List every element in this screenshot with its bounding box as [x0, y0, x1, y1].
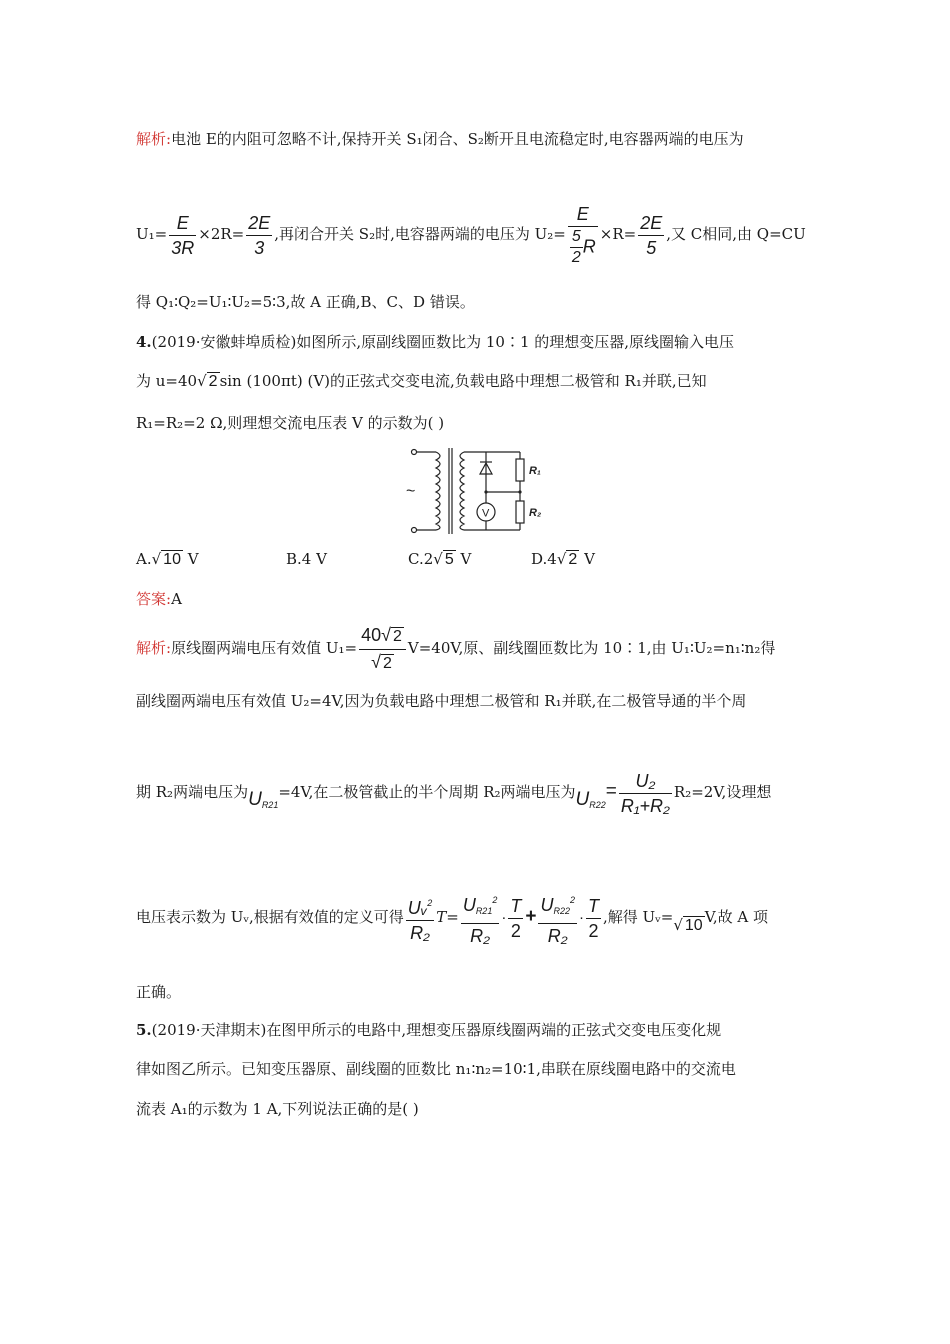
- frac-den: 2: [588, 920, 599, 941]
- option-label: A.: [136, 550, 152, 568]
- frac-den: 2: [510, 920, 521, 941]
- frac-num: T: [508, 894, 523, 919]
- explanation-text: V,故 A 项: [704, 908, 769, 926]
- option-label: C.2: [408, 550, 434, 568]
- question-text: sin (100πt) (V)的正弦式交变电流,负载电路中理想二极管和 R₁并联,已知: [219, 372, 707, 390]
- explanation-text: V=40V,原、副线圈匝数比为 10∶1,由 U₁∶U₂=n₁∶n₂得: [407, 639, 776, 657]
- frac-num: [406, 891, 434, 921]
- r1-label: R₁: [529, 465, 541, 477]
- frac-num: 2E: [246, 211, 272, 236]
- u-symbol: U: [575, 789, 590, 810]
- frac-num: [461, 888, 500, 924]
- explanation-q4-line-4: [136, 888, 830, 946]
- radicand: 2: [568, 551, 578, 568]
- question-text: (2019·安徽蚌埠质检)如图所示,原副线圈匝数比为 10∶1 的理想变压器,原线圈输入电压: [151, 333, 735, 351]
- u-subscript: R21: [475, 906, 493, 916]
- transformer-circuit-diagram: [400, 440, 560, 540]
- frac-num: 5: [570, 227, 583, 248]
- uv: Uᵥ: [407, 898, 428, 918]
- fraction-u2-over-r1r2: [619, 769, 672, 818]
- question-4-line-1: [136, 331, 830, 353]
- sqrt-10: √ 10: [673, 916, 703, 934]
- sqrt: √ 2: [556, 550, 578, 568]
- explanation-q4-line-5: 正确。: [136, 983, 182, 1001]
- fraction-ur21-over-r2: [461, 888, 500, 948]
- sqrt: √ 2: [381, 624, 402, 645]
- option-d[interactable]: [531, 548, 595, 571]
- explanation-tag: 解析:: [136, 639, 172, 657]
- unit: V: [584, 550, 595, 568]
- question-number: 5.: [136, 1021, 152, 1039]
- explanation-text: 电压表示数为 Uᵥ,根据有效值的定义可得: [136, 908, 404, 926]
- sqrt-2: √ 2: [197, 372, 218, 390]
- question-4-line-2: [136, 370, 830, 393]
- dot: ·: [578, 909, 584, 926]
- option-c[interactable]: [408, 548, 471, 571]
- explanation-text: ,解得 Uᵥ=: [602, 908, 674, 926]
- equals-sign: =: [605, 781, 617, 802]
- answer-line: [136, 588, 830, 610]
- question-4-line-3: R₁=R₂=2 Ω,则理想交流电压表 V 的示数为( ): [136, 414, 445, 432]
- frac-den: 2: [571, 249, 581, 266]
- frac-den: R₁+R₂: [620, 795, 670, 816]
- sqrt: √ 2: [371, 651, 392, 672]
- explanation-text: R₂=2V,设理想: [673, 783, 772, 801]
- mid-text: ,再闭合开关 S₂时,电容器两端的电压为 U₂=: [274, 225, 566, 243]
- fraction-40root2-over-root2: [359, 623, 406, 676]
- explanation-q4-line-1: [136, 620, 830, 678]
- explanation-text: 电池 E的内阻可忽略不计,保持开关 S₁闭合、S₂断开且电流稳定时,电容器两端的电压为: [171, 130, 744, 148]
- plus-sign: +: [525, 906, 537, 927]
- unit: V: [187, 550, 199, 568]
- explanation-line-3: 得 Q₁∶Q₂=U₁∶U₂=5∶3,故 A 正确,B、C、D 错误。: [136, 293, 475, 311]
- radicand: 10: [684, 917, 703, 934]
- answer-value: A: [171, 590, 182, 608]
- tail-text: ,又 C相同,由 Q=CU: [666, 225, 806, 243]
- num-part: 40: [361, 624, 382, 645]
- u-r22: [576, 789, 606, 810]
- fraction-2e-over-5: [638, 211, 664, 260]
- u-symbol: U: [540, 895, 554, 915]
- u-subscript: R21: [261, 800, 279, 810]
- r2-label: R₂: [529, 507, 542, 519]
- frac-den: R₂: [547, 926, 568, 946]
- radicand: 2: [208, 373, 218, 390]
- question-text: 为 u=40: [136, 372, 198, 390]
- frac-den: 5: [646, 237, 657, 258]
- explanation-text: =4V,在二极管截止的半个周期 R₂两端电压为: [278, 783, 576, 801]
- frac-num: [538, 888, 577, 924]
- frac-den: [568, 227, 598, 268]
- frac-num: 2E: [638, 211, 664, 236]
- u-subscript: R22: [589, 800, 606, 810]
- fraction-e-over-5-2r: [568, 202, 598, 268]
- fraction-uv2-over-r2: [406, 891, 434, 945]
- explanation-q4-line-3: [136, 764, 830, 822]
- frac-num: E: [169, 211, 196, 236]
- answer-tag: 答案:: [136, 590, 172, 608]
- radicand: 10: [163, 551, 181, 568]
- option-label: D.4: [531, 550, 557, 568]
- t-equals: T=: [436, 908, 459, 926]
- explanation-line-1: [136, 128, 830, 150]
- u-r21: [248, 789, 278, 810]
- explanation-text: 原线圈两端电压有效值 U₁=: [171, 639, 358, 657]
- ac-source-symbol: ~: [406, 483, 416, 500]
- frac-den: 3: [254, 237, 265, 258]
- frac-den: R₂: [470, 926, 491, 946]
- explanation-q4-line-2: 副线圈两端电压有效值 U₂=4V,因为负载电路中理想二极管和 R₁并联,在二极管导通的半个周: [136, 692, 747, 710]
- frac-num: U₂: [619, 769, 672, 794]
- square: 2: [569, 895, 575, 905]
- explanation-line-2: [136, 202, 830, 266]
- frac-num: [359, 623, 406, 650]
- fraction-2e-over-3: [246, 211, 272, 260]
- unit: V: [460, 550, 472, 568]
- u1-label: U₁=: [136, 225, 168, 243]
- frac-den: [359, 650, 406, 676]
- voltmeter-label: V: [482, 507, 490, 520]
- explanation-tag: 解析:: [136, 130, 172, 148]
- option-b[interactable]: B.4 V: [286, 550, 327, 568]
- u-symbol: U: [248, 789, 262, 810]
- radicand: 2: [382, 654, 392, 672]
- question-5-line-2: 律如图乙所示。已知变压器原、副线圈的匝数比 n₁∶n₂=10∶1,串联在原线圈电路中的交流电: [136, 1060, 736, 1078]
- question-text: (2019·天津期末)在图甲所示的电路中,理想变压器原线圈两端的正弦式交变电压变化规: [151, 1021, 722, 1039]
- square: 2: [492, 895, 498, 905]
- explanation-text: 期 R₂两端电压为: [136, 783, 249, 801]
- square: 2: [427, 898, 433, 908]
- fraction-t-over-2: [586, 894, 601, 943]
- mul-text: ×R=: [599, 225, 637, 243]
- question-5-line-3: 流表 A₁的示数为 1 A,下列说法正确的是( ): [136, 1100, 419, 1118]
- question-number: 4.: [136, 333, 152, 351]
- resistor-r2-icon: [516, 501, 524, 523]
- frac-den: R₂: [410, 923, 430, 943]
- frac-num: E: [568, 202, 598, 227]
- radicand: 5: [444, 551, 454, 568]
- sqrt: √ 10: [151, 550, 181, 568]
- mul-text: ×2R=: [198, 225, 245, 243]
- option-a[interactable]: [136, 548, 199, 571]
- sqrt: √ 5: [433, 550, 454, 568]
- question-5-line-1: [136, 1019, 830, 1041]
- dot: ·: [501, 909, 507, 926]
- frac-r: R: [582, 236, 596, 257]
- resistor-r1-icon: [516, 459, 524, 481]
- u-subscript: R22: [553, 906, 570, 916]
- radicand: 2: [392, 627, 402, 645]
- inner-fraction: [570, 227, 583, 268]
- fraction-ur22-over-r2: [538, 888, 577, 948]
- u-symbol: U: [462, 895, 476, 915]
- frac-num: T: [586, 894, 601, 919]
- fraction-e-over-3r: [169, 211, 196, 260]
- fraction-t-over-2: [508, 894, 523, 943]
- frac-den: 3R: [171, 237, 195, 258]
